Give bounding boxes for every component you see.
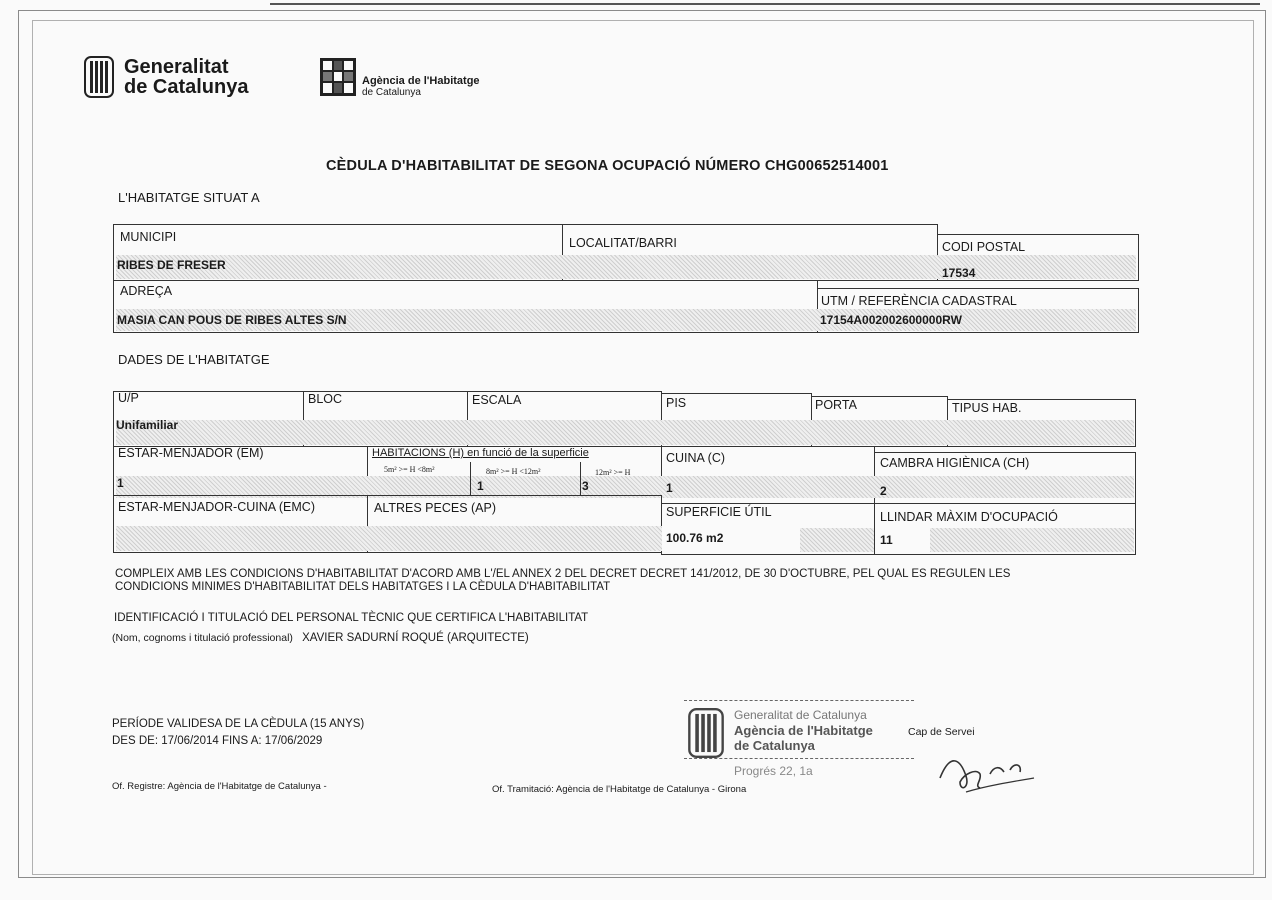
hab-divider — [470, 462, 471, 496]
official-stamp — [680, 700, 910, 792]
bloc-label: BLOC — [308, 392, 343, 406]
compliance-text — [115, 568, 1010, 594]
superficie-value: 100.76 m2 — [666, 531, 724, 545]
municipi-value: RIBES DE FRESER — [117, 258, 226, 272]
porta-label: PORTA — [815, 398, 857, 412]
em-label: ESTAR-MENJADOR (EM) — [118, 446, 264, 460]
cuina-value: 1 — [666, 481, 673, 495]
utm-label: UTM / REFERÈNCIA CADASTRAL — [821, 294, 1017, 308]
habitacions-label: HABITACIONS (H) en funció de la superficie — [372, 447, 589, 459]
technician-heading: IDENTIFICACIÓ I TITULACIÓ DEL PERSONAL TÈCNIC QUE CERTIFICA L'HABITABILITAT — [114, 612, 589, 624]
agency-name — [362, 76, 480, 98]
shading — [116, 526, 662, 551]
hab-value-medium: 1 — [477, 479, 484, 493]
ch-value: 2 — [880, 484, 887, 498]
validity-block — [112, 718, 364, 748]
codi-postal-value: 17534 — [942, 266, 976, 280]
scan-top-line — [270, 3, 1260, 5]
hab-divider — [580, 462, 581, 496]
technician-name: XAVIER SADURNÍ ROQUÉ (ARQUITECTE) — [302, 632, 529, 644]
adreca-label: ADREÇA — [120, 284, 173, 298]
up-value: Unifamiliar — [116, 418, 179, 432]
ch-label: CAMBRA HIGIÈNICA (CH) — [880, 456, 1030, 470]
technician-line — [112, 632, 529, 645]
validity-period: PERÍODE VALIDESA DE LA CÈDULA (15 ANYS) — [112, 718, 365, 730]
stamp-line1: Generalitat de Catalunya — [734, 708, 867, 722]
shading — [800, 528, 874, 552]
utm-value: 17154A002002600000RW — [820, 313, 962, 327]
up-label: U/P — [118, 391, 139, 405]
document-title: CÈDULA D'HABITABILITAT DE SEGONA OCUPACIÓ NÚMERO CHG00652514001 — [326, 158, 889, 174]
compliance-line1: COMPLEIX AMB LES CONDICIONS D'HABITABILITAT D'ACORD AMB L'/EL ANNEX 2 DEL DECRET DECRET 141/2012, DE 30 D'OCTUBRE, PEL QUAL ES REGULEN LES — [115, 568, 1011, 580]
hab-value-large: 3 — [582, 479, 589, 493]
llindar-label: LLINDAR MÀXIM D'OCUPACIÓ — [880, 510, 1058, 524]
hab-range-small: 5m² >= H <8m² — [384, 465, 435, 474]
gov-name-line1: Generalitat — [124, 56, 229, 78]
stamp-logo-icon — [684, 708, 728, 758]
ap-label: ALTRES PECES (AP) — [374, 501, 497, 515]
signature — [930, 748, 1040, 804]
agency-logo-icon — [320, 58, 356, 96]
dwelling-section-label: DADES DE L'HABITATGE — [118, 352, 270, 367]
stamp-border — [684, 758, 914, 760]
compliance-line2: CONDICIONS MINIMES D'HABITABILITAT DELS HABITATGES I LA CÈDULA D'HABITABILITAT — [115, 581, 611, 593]
llindar-value: 11 — [880, 533, 893, 547]
cap-servei-label: Cap de Servei — [908, 726, 975, 738]
shading — [116, 255, 1136, 279]
escala-label: ESCALA — [472, 393, 522, 407]
validity-dates: DES DE: 17/06/2014 FINS A: 17/06/2029 — [112, 735, 323, 747]
stamp-line3: de Catalunya — [734, 738, 815, 753]
hab-range-medium: 8m² >= H <12m² — [486, 467, 541, 476]
gov-name-line2: de Catalunya — [124, 76, 249, 98]
agency-line2: de Catalunya — [362, 87, 421, 98]
shading — [930, 528, 1134, 552]
registre-office: Of. Registre: Agència de l'Habitatge de Catalunya - — [112, 781, 327, 792]
superficie-label: SUPERFICIE ÚTIL — [666, 505, 772, 519]
codi-postal-label: CODI POSTAL — [942, 240, 1026, 254]
cuina-label: CUINA (C) — [666, 451, 726, 465]
stamp-line4: Progrés 22, 1a — [734, 764, 813, 778]
tramitacio-office: Of. Tramitació: Agència de l'Habitatge de Catalunya - Girona — [492, 784, 747, 795]
em-value: 1 — [117, 476, 124, 490]
tipus-label: TIPUS HAB. — [952, 401, 1022, 415]
shading — [116, 420, 1134, 445]
technician-prefix: (Nom, cognoms i titulació professional) — [112, 632, 293, 644]
generalitat-logo-icon — [84, 56, 114, 98]
municipi-label: MUNICIPI — [120, 230, 177, 244]
adreca-value: MASIA CAN POUS DE RIBES ALTES S/N — [117, 313, 347, 327]
generalitat-name — [124, 57, 248, 97]
emc-label: ESTAR-MENJADOR-CUINA (EMC) — [118, 500, 315, 514]
pis-label: PIS — [666, 396, 687, 410]
localitat-label: LOCALITAT/BARRI — [569, 236, 677, 250]
agency-line1: Agència de l'Habitatge — [362, 75, 480, 87]
location-section-label: L'HABITATGE SITUAT A — [118, 190, 260, 205]
stamp-border — [684, 700, 914, 702]
hab-range-large: 12m² >= H — [595, 468, 631, 477]
stamp-line2: Agència de l'Habitatge — [734, 723, 873, 738]
